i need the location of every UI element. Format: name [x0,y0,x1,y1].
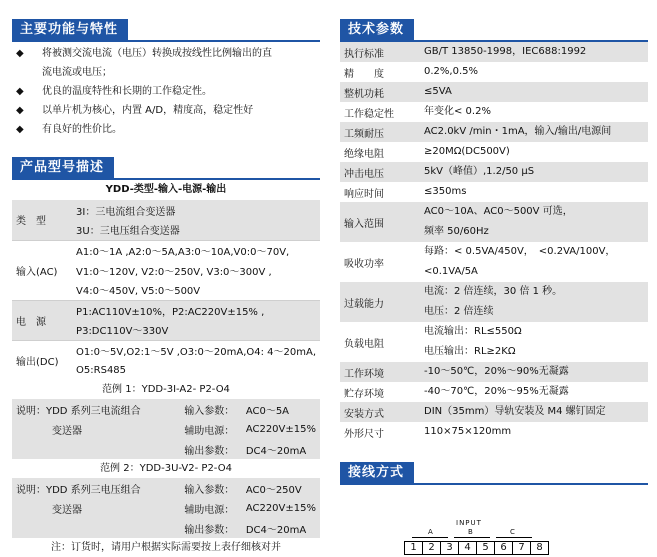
example-param-value: DC4～20mA [245,445,307,457]
spec-row [340,282,648,322]
feature-text: 优良的温度特性和长期的工作稳定性。 [42,86,212,97]
features-list [12,44,320,139]
spec-value [416,182,648,202]
terminal: 4 [458,541,477,555]
spec-row [340,422,648,442]
model-value: V4:0～450V, V5:0～500V [76,286,201,298]
spec-key: 响应时间 [344,188,384,200]
spec-value [416,62,648,82]
spec-key: 冲击电压 [344,168,384,180]
spec-value-line: 5kV（峰值）,1.2/50 μS [424,166,535,177]
example-param-key: 输出参数： [184,524,235,536]
spec-row [340,242,648,282]
spec-value-line: 110×75×120mm [424,426,512,437]
left-column [12,0,320,557]
wiring-diagram [404,519,574,557]
spec-value-line: 频率 50/60Hz [424,226,489,237]
feature-text: 流电流或电压； [42,67,112,78]
spec-value-line: 电压：2 倍连续 [424,306,494,317]
terminal: 8 [530,541,549,555]
spec-value-line: AC0～10A、AC0～500V 可选， [424,206,573,217]
model-row [12,340,320,360]
spec-value [416,382,648,402]
group-label-b: B [468,528,473,536]
wiring-section-header [340,462,648,485]
spec-value [416,202,648,242]
input-label: INPUT [456,519,482,527]
model-section-header [12,157,320,180]
example-param-key: 输出参数： [184,445,235,457]
spec-key: 工作稳定性 [344,108,394,120]
example-param-key: 输入参数： [184,405,235,417]
terminal: 6 [494,541,513,555]
spec-key: 工作环境 [344,368,384,380]
model-value: A1:0～1A ,A2:0～5A,A3:0～10A,V0:0～70V, [72,240,320,260]
specs-title: 技术参数 [340,19,414,40]
spec-key: 负载电阻 [344,338,384,350]
example-param-key: 辅助电源： [184,504,235,516]
spec-value-line: 电流：2 倍连续，30 倍 1 秒。 [424,286,563,297]
model-row [12,300,320,320]
spec-value-line: GB/T 13850-1998，IEC688:1992 [424,46,587,57]
spec-key: 贮存环境 [344,388,384,400]
spec-row [340,182,648,202]
model-table [12,200,320,380]
spec-key: 绝缘电阻 [344,148,384,160]
wire-a [412,537,448,538]
example-param-value: DC4～20mA [245,524,307,536]
spec-row [340,162,648,182]
example-param-value: AC220V±15% [245,502,316,514]
terminal-strip [404,541,548,555]
spec-key: 外形尺寸 [344,428,384,440]
example-row [12,478,320,498]
spec-value-line: 0.2%,0.5% [424,66,478,77]
spec-value-line: ≤350ms [424,186,467,197]
model-value: V1:0～120V, V2:0～250V, V3:0～300V , [76,266,272,278]
model-key: 类 型 [16,216,46,228]
model-value: P3:DC110V～330V [76,326,169,338]
spec-key: 工频耐压 [344,128,384,140]
right-column [340,0,648,485]
model-key: 电 源 [12,300,72,340]
spec-row [340,322,648,362]
spec-row [340,202,648,242]
specs-section-header [340,19,648,42]
spec-row [340,102,648,122]
model-value: O5:RS485 [76,364,127,376]
spec-value [416,162,648,182]
spec-key: 精 度 [344,68,384,80]
wire-c [496,537,532,538]
spec-key: 执行标准 [344,48,384,60]
group-label-a: A [428,528,433,536]
feature-line [12,101,320,120]
spec-row [340,42,648,62]
model-value: 3I：三电流组合变送器 [76,206,176,218]
specs-table [340,42,648,442]
model-key: 输入(AC) [12,240,72,300]
spec-key: 吸收功率 [344,258,384,270]
feature-line [12,63,320,82]
spec-value [416,42,648,62]
example-row [12,399,320,419]
spec-value [416,362,648,382]
example2-table [12,478,320,538]
feature-line [12,44,320,63]
example-desc: 说明：YDD 系列三电压组合 [16,484,141,496]
spec-value [416,142,648,162]
spec-value [416,402,648,422]
feature-text: 将被测交流电流（电压）转换成按线性比例输出的直 [42,48,272,59]
example-param-value: AC0～250V [245,484,302,496]
example-row [12,498,320,518]
feature-line [12,82,320,101]
spec-value-line: ≤5VA [424,86,452,97]
spec-row [340,402,648,422]
bullet-icon: ◆ [16,124,24,135]
example-desc: 变送器 [52,504,82,516]
spec-value [416,282,648,322]
feature-line [12,120,320,139]
model-value: P1:AC110V±10%，P2:AC220V±15% , [72,300,320,320]
spec-value [416,122,648,142]
example-param-value: AC220V±15% [245,423,316,435]
terminal: 1 [404,541,423,555]
spec-row [340,82,648,102]
spec-key: 安装方式 [344,408,384,420]
bullet-icon: ◆ [16,86,24,97]
model-row [12,200,320,220]
features-title: 主要功能与特性 [12,19,128,40]
example-row [12,518,320,538]
model-key: 输出(DC) [12,340,72,380]
example-param-key: 辅助电源： [184,425,235,437]
bullet-icon: ◆ [16,105,24,116]
example-param-value: AC0～5A [245,405,290,417]
spec-value-line: 每路：< 0.5VA/450V， <0.2VA/100V， [424,246,616,257]
spec-value-line: -10～50℃，20%～90%无凝露 [424,366,569,377]
model-value: 3U：三电压组合变送器 [76,226,180,238]
spec-row [340,62,648,82]
spec-key: 整机功耗 [344,88,384,100]
spec-value [416,322,648,362]
example-row [12,439,320,459]
feature-text: 有良好的性价比。 [42,124,122,135]
model-format: YDD-类型-输入-电源-输出 [105,184,227,195]
feature-text: 以单片机为核心，内置 A/D，精度高，稳定性好 [42,105,254,116]
spec-value-line: ≥20MΩ(DC500V) [424,146,510,157]
spec-key: 输入范围 [344,218,384,230]
spec-row [340,122,648,142]
spec-value-line: 年变化< 0.2% [424,106,491,117]
example-desc [12,518,180,538]
order-note: 注：订货时，请用户根据实际需要按上表仔细核对并 [51,542,281,553]
spec-row [340,142,648,162]
wiring-title: 接线方式 [340,462,414,483]
example-desc [12,439,180,459]
spec-value-line: AC2.0kV /min・1mA，输入/输出/电源间 [424,126,612,137]
example2-title: 范例 2：YDD-3U-V2- P2-O4 [100,463,232,474]
spec-value-line: 电流输出：RL≤550Ω [424,326,522,337]
spec-value-line: -40～70℃，20%～95%无凝露 [424,386,569,397]
group-label-c: C [510,528,515,536]
terminal: 2 [422,541,441,555]
spec-value [416,242,648,282]
model-row [12,240,320,260]
example-row [12,419,320,439]
spec-row [340,382,648,402]
spec-value-line: 电压输出：RL≥2KΩ [424,346,516,357]
example1-title: 范例 1：YDD-3I-A2- P2-O4 [102,384,230,395]
example-desc: 说明：YDD 系列三电流组合 [16,405,141,417]
example1-table [12,399,320,459]
terminal: 3 [440,541,459,555]
terminal: 5 [476,541,495,555]
spec-value-line: DIN（35mm）导轨安装及 M4 螺钉固定 [424,406,606,417]
spec-value [416,102,648,122]
spec-key: 过载能力 [344,298,384,310]
spec-row [340,362,648,382]
spec-value [416,422,648,442]
model-value: O1:0～5V,O2:1～5V ,O3:0～20mA,O4: 4～20mA, [72,340,320,360]
terminal: 7 [512,541,531,555]
spec-value-line: <0.1VA/5A [424,266,478,277]
spec-value [416,82,648,102]
example-desc: 变送器 [52,425,82,437]
wire-b [454,537,490,538]
features-section-header [12,19,320,42]
model-title: 产品型号描述 [12,157,114,178]
bullet-icon: ◆ [16,48,24,59]
example-param-key: 输入参数： [184,484,235,496]
